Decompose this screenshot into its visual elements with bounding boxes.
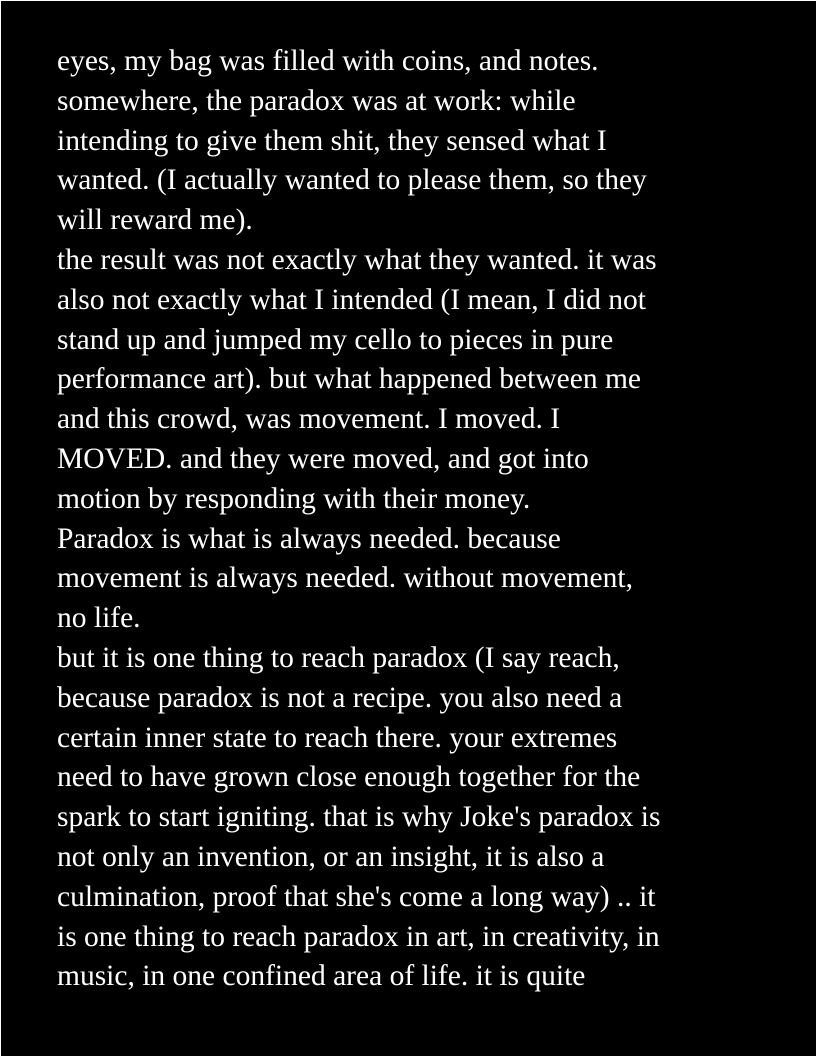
text-line: no life. [57,602,141,635]
text-line: culmination, proof that she's come a long way) .. it [57,880,656,913]
text-line: and this crowd, was movement. I moved. I [57,403,561,436]
text-line: certain inner state to reach there. your extremes [57,721,618,754]
text-line: not only an invention, or an insight, it is also a [57,840,605,873]
text-line: because paradox is not a recipe. you also need a [57,681,623,714]
text-line: eyes, my bag was filled with coins, and notes. [57,45,599,77]
text-line: intending to give them shit, they sensed what I [57,124,607,157]
text-line: the result was not exactly what they wanted. it was [57,243,657,276]
text-block [57,42,660,997]
text-line: motion by responding with their money. [57,482,531,515]
text-line: Paradox is what is always needed. because [57,522,561,555]
text-line: spark to start igniting. that is why Joke's paradox is [57,801,661,834]
text-line: but it is one thing to reach paradox (I say reach, [57,641,620,674]
text-line: wanted. (I actually wanted to please them, so they [57,164,647,197]
document-page [1,1,816,1056]
text-line: will reward me). [57,204,253,237]
text-line: need to have grown close enough together for the [57,761,641,794]
text-line: is one thing to reach paradox in art, in creativity, in [57,920,660,953]
text-line: MOVED. and they were moved, and got into [57,442,589,475]
text-line: somewhere, the paradox was at work: while [57,84,576,117]
text-line: stand up and jumped my cello to pieces in pure [57,323,614,356]
text-line: performance art). but what happened between me [57,363,641,396]
text-line: also not exactly what I intended (I mean, I did not [57,283,647,316]
text-line: music, in one confined area of life. it is quite [57,960,586,993]
text-line: movement is always needed. without movement, [57,562,633,595]
